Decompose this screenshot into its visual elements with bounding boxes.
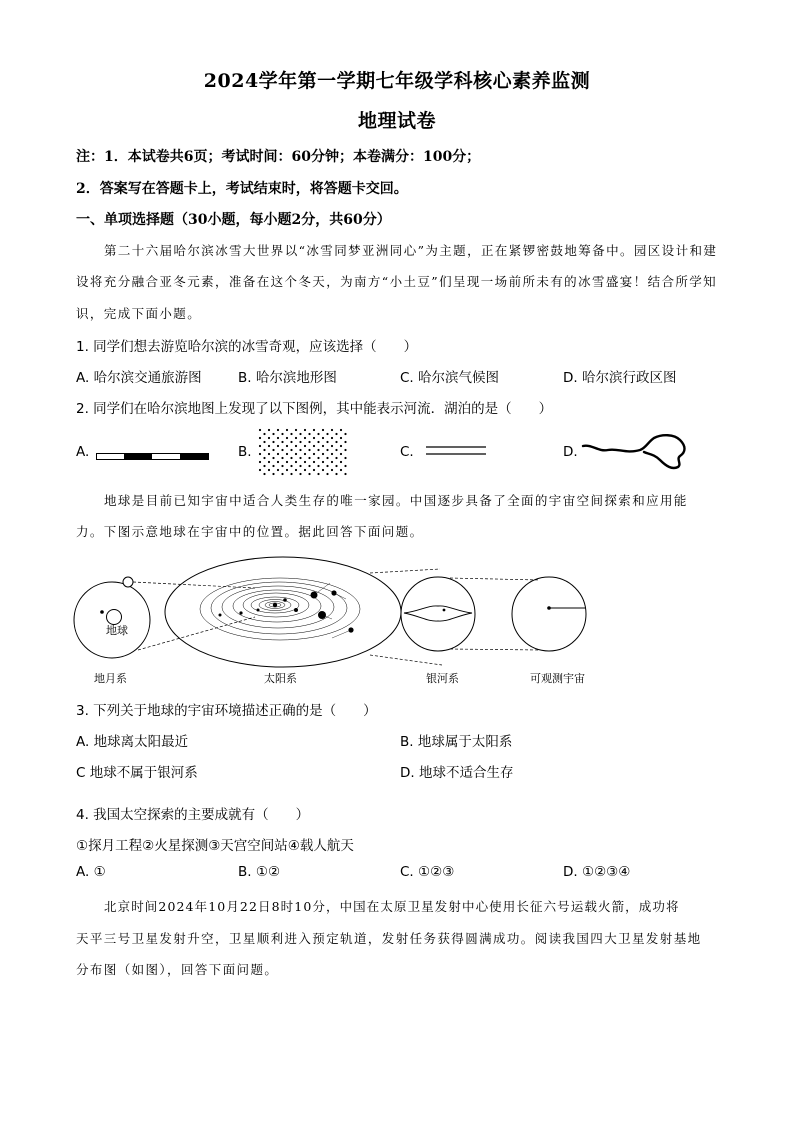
question-4-items: ①探月工程②火星探测③天宫空间站④载人航天 — [76, 838, 354, 854]
figure-caption-earth-moon: 地月系 — [94, 672, 127, 685]
page-subtitle: 地理试卷 — [357, 110, 436, 132]
double-line-legend-icon — [426, 445, 486, 457]
passage-2-line-1: 地球是目前已知宇宙中适合人类生存的唯一家园。中国逐步具备了全面的宇宙空间探索和应用能 — [104, 493, 688, 508]
river-lake-legend-icon — [582, 432, 692, 472]
question-3-option-b[interactable]: B. 地球属于太阳系 — [400, 734, 513, 750]
question-2-option-d[interactable]: D. — [563, 444, 578, 460]
passage-3-line-2: 天平三号卫星发射升空，卫星顺利进入预定轨道，发射任务获得圆满成功。阅读我国四大卫星发射基地 — [76, 931, 702, 946]
page-title: 2024学年第一学期七年级学科核心素养监测 — [203, 70, 591, 92]
question-4-option-c[interactable]: C. ①②③ — [400, 864, 455, 880]
question-1-option-d[interactable]: D. 哈尔滨行政区图 — [563, 370, 677, 386]
section-heading: 一、单项选择题（30小题，每小题2分，共60分） — [76, 212, 391, 228]
passage-2-line-2: 力。下图示意地球在宇宙中的位置。据此回答下面问题。 — [76, 524, 424, 539]
railway-legend-icon — [96, 452, 210, 462]
question-1-option-a[interactable]: A. 哈尔滨交通旅游图 — [76, 370, 202, 386]
question-3-option-c[interactable]: C 地球不属于银河系 — [76, 765, 198, 781]
question-2-option-a[interactable]: A. — [76, 444, 90, 460]
question-3-stem: 3. 下列关于地球的宇宙环境描述正确的是（ ） — [76, 703, 377, 719]
note-line-1: 注：1．本试卷共6页；考试时间：60分钟；本卷满分：100分； — [76, 149, 481, 165]
question-1-option-c[interactable]: C. 哈尔滨气候图 — [400, 370, 500, 386]
note-line-2: 2．答案写在答题卡上，考试结束时，将答题卡交回。 — [76, 181, 408, 197]
question-4-option-d[interactable]: D. ①②③④ — [563, 864, 631, 880]
figure-caption-milky-way: 银河系 — [426, 672, 459, 685]
passage-3-line-3: 分布图（如图），回答下面问题。 — [76, 962, 279, 977]
question-1-option-b[interactable]: B. 哈尔滨地形图 — [238, 370, 337, 386]
passage-3-line-1: 北京时间2024年10月22日8时10分，中国在太原卫星发射中心使用长征六号运载火箭，成功将 — [104, 899, 680, 914]
question-4-option-a[interactable]: A. ① — [76, 864, 106, 880]
question-4-option-b[interactable]: B. ①② — [238, 864, 281, 880]
universe-figure — [70, 555, 600, 690]
earth-label: 地球 — [106, 624, 128, 637]
question-2-stem: 2. 同学们在哈尔滨地图上发现了以下图例，其中能表示河流．湖泊的是（ ） — [76, 401, 553, 417]
passage-1-line-3: 识，完成下面小题。 — [76, 306, 202, 321]
dotted-area-legend-icon — [258, 428, 348, 476]
question-2-option-b[interactable]: B. — [238, 444, 252, 460]
passage-1-line-1: 第二十六届哈尔滨冰雪大世界以“冰雪同梦亚洲同心”为主题，正在紧锣密鼓地筹备中。园区设计和建 — [104, 243, 718, 258]
figure-caption-solar-system: 太阳系 — [264, 672, 297, 685]
question-1-stem: 1. 同学们想去游览哈尔滨的冰雪奇观，应该选择（ ） — [76, 339, 418, 355]
question-4-stem: 4. 我国太空探索的主要成就有（ ） — [76, 807, 310, 823]
question-3-option-d[interactable]: D. 地球不适合生存 — [400, 765, 514, 781]
question-2-option-c[interactable]: C. — [400, 444, 414, 460]
passage-1-line-2: 设将充分融合亚冬元素，准备在这个冬天，为南方“小土豆”们呈现一场前所未有的冰雪盛宴！结合所学知 — [76, 274, 718, 289]
question-3-option-a[interactable]: A. 地球离太阳最近 — [76, 734, 189, 750]
figure-caption-observable-universe: 可观测宇宙 — [530, 672, 585, 685]
